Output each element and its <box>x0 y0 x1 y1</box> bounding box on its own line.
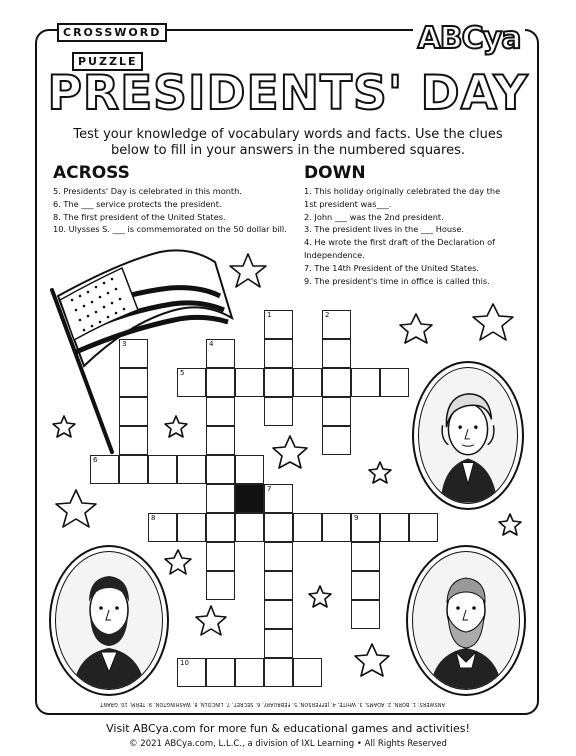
footer-visit-text: Visit ABCya.com for more fun & educational games and activities! <box>106 722 470 735</box>
washington-portrait <box>412 361 524 510</box>
answer-key: ANSWERS: 1. BORN, 2. ADAMS, 3. WHITE, 4. JEFFERSON, 5. FEBRUARY, 6. SECRET, 7. LINCOLN, 8. WASHINGTON, 9. TERM, 10. GRANT <box>100 701 445 706</box>
across-clue: 6. The ___ service protects the president. <box>53 198 222 209</box>
clue-number: 9 <box>354 514 359 522</box>
star-icon <box>309 586 331 607</box>
grant-portrait <box>406 545 526 696</box>
star-icon <box>400 314 432 343</box>
clue-number: 3 <box>122 340 127 348</box>
clue-number: 8 <box>151 514 156 522</box>
footer-copyright: © 2021 ABCya.com, L.L.C., a division of IXL Learning • All Rights Reserved <box>129 739 447 749</box>
across-heading: ACROSS <box>53 163 130 183</box>
clue-number: 4 <box>209 340 214 348</box>
clue-number: 7 <box>267 485 272 493</box>
star-icon <box>56 490 96 527</box>
clue-number: 10 <box>180 659 189 667</box>
down-clue: 9. The president's time in office is called this. <box>304 275 490 286</box>
star-icon <box>273 436 307 468</box>
clue-number: 1 <box>267 311 272 319</box>
star-icon <box>355 644 389 676</box>
clue-number: 6 <box>93 456 98 464</box>
star-icon <box>369 462 391 483</box>
clue-number: 2 <box>325 311 330 319</box>
across-clue: 8. The first president of the United States. <box>53 211 226 222</box>
down-clue: 1. This holiday originally celebrated the day the 1st president was___. <box>304 186 501 209</box>
star-icon <box>196 606 226 635</box>
abcya-logo: ABCya <box>413 20 525 58</box>
clue-number: 5 <box>180 369 185 377</box>
star-icon <box>53 416 75 437</box>
across-clue: 5. Presidents' Day is celebrated in this month. <box>53 186 242 196</box>
star-icon <box>473 304 513 340</box>
lincoln-portrait <box>49 545 169 696</box>
american-flag-icon <box>52 250 232 452</box>
star-icon <box>165 416 187 437</box>
puzzle-badge: PUZZLE <box>72 52 143 71</box>
down-clue: 7. The 14th President of the United States. <box>304 262 480 273</box>
page-title: PRESIDENTS' DAY <box>47 66 529 121</box>
crossword-badge: CROSSWORD <box>57 23 167 42</box>
star-icon <box>499 514 521 535</box>
down-clue: 3. The president lives in the ___ House. <box>304 224 464 235</box>
across-clue: 10. Ulysses S. ___ is commemorated on the 50 dollar bill. <box>53 224 287 235</box>
down-clue: 4. He wrote the first draft of the Declaration of Independence. <box>304 237 495 260</box>
down-clue: 2. John ___ was the 2nd president. <box>304 211 444 222</box>
star-icon <box>230 254 266 287</box>
down-heading: DOWN <box>304 163 366 183</box>
star-icon <box>165 550 191 574</box>
instructions-text: Test your knowledge of vocabulary words and facts. Use the clues below to fill in your answers in the numbered squares. <box>73 127 503 158</box>
